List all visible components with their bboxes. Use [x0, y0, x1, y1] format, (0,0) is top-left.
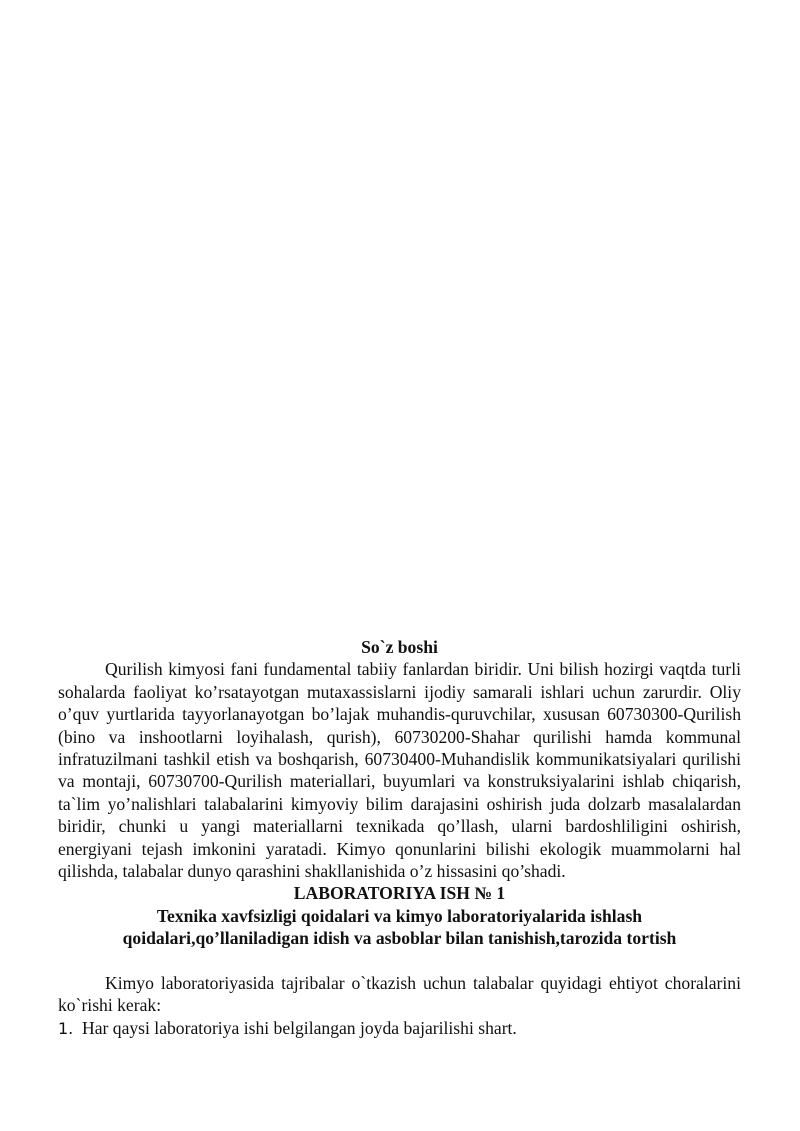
blank-line [58, 950, 741, 972]
rule-number: 1. [58, 1018, 74, 1038]
lab-heading: LABORATORIYA ISH № 1 [293, 883, 506, 904]
lab-intro-paragraph: Kimyo laboratoriyasida tajribalar o`tkazish uchun talabalar quyidagi ehtiyot choralarini ko`rishi kerak: [58, 972, 741, 1016]
preface-paragraph: Qurilish kimyosi fani fundamental tabiiy fanlardan biridir. Uni bilish hozirgi vaqtda turli sohalarda faoliyat ko’rsatayotgan mutaxassislarni ijodiy samarali ishlari uchun zarurdir. Oliy o’quv yurtlarida tayyorlanayotgan bo’lajak muhandis-quruvchilar, xususan 60730300-Qurilish (bino va inshootlarni loyihalash, qurish), 60730200-Shahar qurilishi hamda kommunal infratuzilmani tashkil etish va boshqarish, 60730400-Muhandislik kommunikatsiyalari qurilishi va montaji, 60730700-Qurilish materiallari, buyumlari va konstruksiyalarini ishlab chiqarish, ta`lim yo’nalishlari talabalarini kimyoviy bilim darajasini oshirish juda dolzarb masalalardan biridir, chunki u yangi materiallarni texnikada qo’llash, ularni bardoshliligini oshirish, energiyani tejash imkonini yaratadi. Kimyo qonunlarini bilishi ekologik muammolarni hal qilishda, talabalar dunyo qarashini shakllanishida o’z hissasini qo’shadi. [58, 659, 741, 882]
lab-subtitle-line-1: Texnika xavfsizligi qoidalari va kimyo laboratoriyalarida ishlash [156, 905, 643, 926]
page-content [58, 636, 741, 1040]
rule-text: Har qaysi laboratoriya ishi belgilangan joyda bajarilishi shart. [82, 1017, 517, 1038]
lab-subtitle-line-2: qoidalari,qo’llaniladigan idish va asboblar bilan tanishish,tarozida tortish [122, 928, 677, 949]
rule-list-item [58, 1017, 741, 1040]
preface-title: So`z boshi [361, 637, 438, 657]
